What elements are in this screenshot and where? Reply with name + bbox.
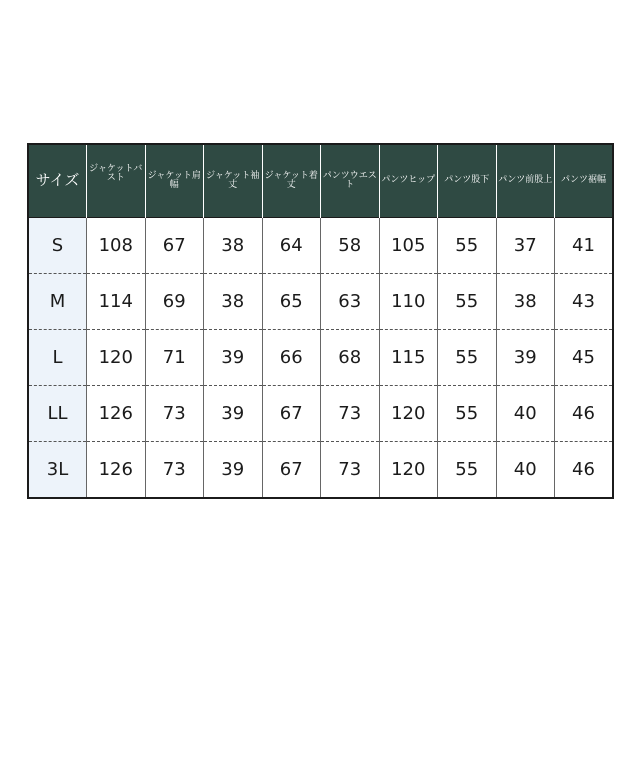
header-jacket-sleeve-length: ジャケット袖丈 [204,144,263,218]
size-label: 3L [28,442,87,499]
table-cell: 55 [438,274,497,330]
table-cell: 64 [262,218,321,274]
table-cell: 41 [555,218,614,274]
table-cell: 67 [262,442,321,499]
header-jacket-shoulder-width: ジャケット肩幅 [145,144,204,218]
table-cell: 110 [379,274,438,330]
table-row [28,218,613,274]
table-row [28,330,613,386]
table-cell: 46 [555,442,614,499]
table-cell: 105 [379,218,438,274]
table-cell: 67 [145,218,204,274]
table-cell: 43 [555,274,614,330]
table-cell: 46 [555,386,614,442]
table-cell: 114 [87,274,146,330]
table-cell: 37 [496,218,555,274]
table-cell: 39 [204,330,263,386]
table-cell: 68 [321,330,380,386]
header-pants-inseam: パンツ股下 [438,144,497,218]
table-cell: 38 [496,274,555,330]
size-label: L [28,330,87,386]
table-cell: 126 [87,442,146,499]
table-cell: 73 [145,442,204,499]
header-pants-front-rise: パンツ前股上 [496,144,555,218]
table-cell: 73 [321,386,380,442]
table-cell: 66 [262,330,321,386]
table-cell: 38 [204,274,263,330]
table-cell: 108 [87,218,146,274]
table-row [28,274,613,330]
table-cell: 40 [496,386,555,442]
table-cell: 69 [145,274,204,330]
table-cell: 39 [204,442,263,499]
header-jacket-bust: ジャケットバスト [87,144,146,218]
header-size: サイズ [28,144,87,218]
table-cell: 73 [321,442,380,499]
header-pants-waist: パンツウエスト [321,144,380,218]
size-label: S [28,218,87,274]
table-cell: 67 [262,386,321,442]
header-jacket-length: ジャケット着丈 [262,144,321,218]
table-cell: 63 [321,274,380,330]
table-cell: 126 [87,386,146,442]
table-cell: 39 [496,330,555,386]
table-cell: 120 [379,386,438,442]
table-cell: 39 [204,386,263,442]
table-cell: 120 [87,330,146,386]
table-cell: 55 [438,386,497,442]
table-row [28,442,613,499]
table-row [28,386,613,442]
table-cell: 55 [438,330,497,386]
table-cell: 45 [555,330,614,386]
size-label: LL [28,386,87,442]
table-cell: 120 [379,442,438,499]
size-label: M [28,274,87,330]
table-cell: 65 [262,274,321,330]
table-cell: 73 [145,386,204,442]
size-chart-table [27,143,614,499]
table-cell: 55 [438,442,497,499]
header-pants-hip: パンツヒップ [379,144,438,218]
table-cell: 55 [438,218,497,274]
table-header-row [28,144,613,218]
table-cell: 40 [496,442,555,499]
table-cell: 38 [204,218,263,274]
header-pants-hem-width: パンツ裾幅 [555,144,614,218]
table-cell: 71 [145,330,204,386]
table-cell: 58 [321,218,380,274]
table-cell: 115 [379,330,438,386]
